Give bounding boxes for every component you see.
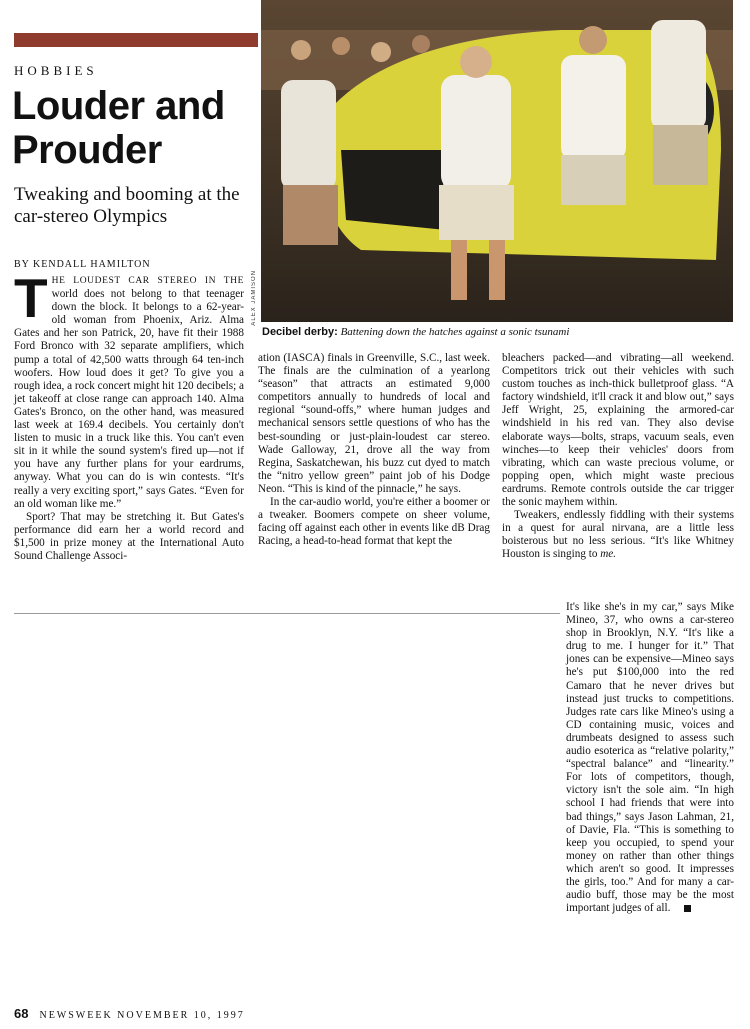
article-column-4 — [566, 601, 734, 915]
paragraph — [566, 601, 734, 915]
photo-illustration — [261, 0, 733, 322]
paragraph: bleachers packed—and vibrating—all weekend. Competitors trick out their vehicles with such custom touches as inch-thick bulletproof glass. “A factory windshield, it'll crack it and blow out,” says Jeff Wright, 25, explaining the armored-car windshield in his red van. They also devise elaborate ways—bolts, straps, vacuum seals, even winches—to keep their vehicles' doors from vibrating, which can waste precious volume, or popping open, which might waste precious eardrums. Remote controls outside the car trigger the sonic mayhem within. — [502, 352, 734, 509]
dek: Tweaking and booming at the car-stereo Olympics — [14, 184, 240, 227]
section-rule — [14, 33, 258, 47]
paragraph-text: world does not belong to that teenager down the block. It belongs to a 62-year-old woman from Phoenix, Ariz. Alma Gates and her son Patrick, 20, have fit their 1988 Ford Bronco with 32 separate amplifiers, which pump a total of 42,500 watts through 64 ten-inch woofers. How loud does it get? To give you a rough idea, a rock concert might hit 120 decibels; a jet takeoff at close range can approach 140. Alma Gates's Bronco, on the other hand, was measured last week at 169.4 decibels. You certainly don't listen to music in a truck like this. You can't even sit in it while the sound system's fired up—not if you have any further plans for your eardrums, anyway. What you can do is win contests. “It's really a very exciting sport,” says Gates. “Even for an old woman like me.” — [14, 288, 244, 510]
page-number: 68 — [14, 1006, 29, 1021]
paragraph — [14, 267, 244, 511]
article-column-2 — [258, 352, 490, 548]
paragraph — [502, 509, 734, 561]
paragraph: ation (IASCA) finals in Greenville, S.C., last week. The finals are the culmination of a yearlong “season” that attracts an estimated 9,000 competitors annually to hundreds of local and regional “sound-offs,” where human judges and mechanical sensors settle questions of who has the best-sounding or just-plain-loudest car stereo. Wade Galloway, 21, drove all the way from Regina, Saskatchewan, his buzz cut dyed to match the “nitro yellow green” paint job of his Dodge Neon. “This is kind of the pinnacle,” he says. — [258, 352, 490, 495]
byline: BY KENDALL HAMILTON — [14, 259, 151, 270]
headline: Louder and Prouder — [12, 84, 225, 172]
paragraph: Sport? That may be stretching it. But Gates's performance did earn her a world record and $1,500 in prize money at the International Auto Sound Challenge Associ- — [14, 510, 244, 562]
paragraph-text: It's like she's in my car,” says Mike Mineo, 37, who owns a car-stereo shop in Brooklyn, N.Y. “It's like a drug to me. I hunger for it.” That jones can be expensive—Mineo says he's put $100,000 into the red Camaro that he never drives but instead just trucks to competitions. Judges rate cars like Mineo's using a CD containing music, voices and drumbeats designed to assess such audio esoterica as “relative polarity,” “spectral balance” and “linearity.” For lots of competitors, though, victory isn't the sole aim. “In high school I had friends that were into bad things,” says Jason Lahman, 21, of Davie, Fla. “This is something to keep you occupied, to spend your money on rather than other things which aren't so good. It impresses the girls, too.” And for many a car-audio buff, those may be the most important judges of all. — [566, 601, 734, 915]
article-column-3 — [502, 352, 734, 562]
drop-cap: T — [14, 267, 48, 329]
paragraph: In the car-audio world, you're either a boomer or a tweaker. Boomers compete on sheer volume, facing off against each other in events like dB Drag Racing, a head-to-head format that kept the — [258, 496, 490, 548]
paragraph-text: Tweakers, endlessly fiddling with their systems in a quest for aural nirvana, are a little less boisterous but no less serious. “It's like Whitney Houston is singing to — [502, 509, 734, 561]
emphasis: me. — [600, 548, 617, 561]
caption-label: Decibel derby: — [262, 326, 338, 338]
photo-car-stereo-contest — [261, 0, 733, 322]
lead-caps: HE LOUDEST CAR STEREO IN THE — [51, 276, 244, 286]
end-mark-icon — [684, 905, 691, 912]
photo-caption — [262, 326, 732, 339]
divider — [14, 613, 560, 614]
section-label: HOBBIES — [14, 63, 98, 78]
magazine-dateline: NEWSWEEK NOVEMBER 10, 1997 — [39, 1010, 245, 1021]
caption-text: Battening down the hatches against a sonic tsunami — [340, 326, 570, 338]
article-column-1 — [14, 267, 244, 563]
photo-credit: ALEX JAMISON — [251, 270, 257, 326]
folio — [14, 1006, 245, 1022]
